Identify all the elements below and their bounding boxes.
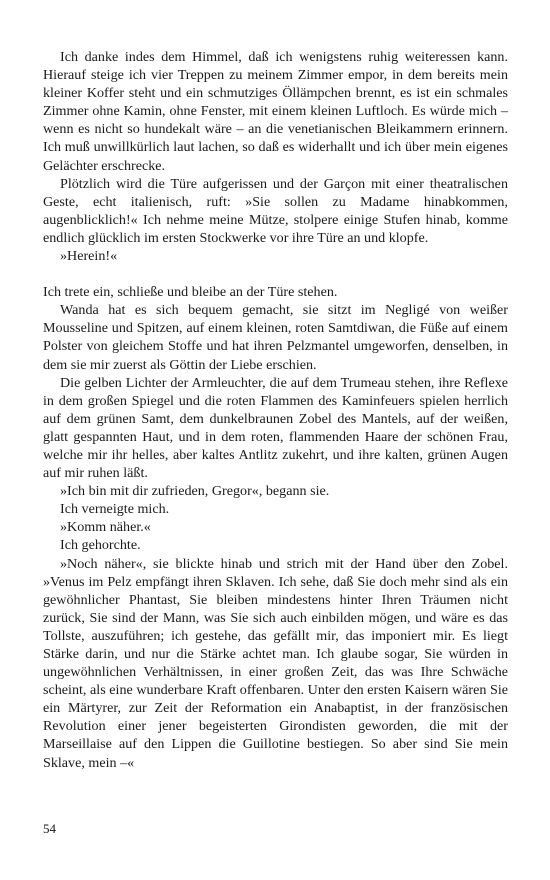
paragraph: Ich trete ein, schließe und bleibe an der Türe stehen. (43, 284, 338, 301)
paragraph: Wanda hat es sich bequem gemacht, sie sitzt im Negligé von weißer Mousseline und Spitzen, auf einem kleinen, roten Samtdiwan, die Füße auf einem Polster von gleichem Stoffe und hat ihren Pelzmantel umgeworfen, denselben, in dem sie mir zuerst als Göttin der Liebe erschien. (43, 302, 508, 373)
paragraph: »Komm näher.« (60, 519, 151, 536)
paragraph: »Herein!« (60, 248, 118, 265)
paragraph: Ich gehorchte. (60, 537, 141, 554)
paragraph: »Noch näher«, sie blickte hinab und strich mit der Hand über den Zobel. »Venus im Pelz empfängt ihren Sklaven. Ich sehe, daß Sie doch mehr sind als ein gewöhnlicher Phantast, Sie bleiben mindestens hinter Ihren Träumen nicht zurück, Sie sind der Mann, was Sie sich auch einbilden mögen, und wäre es das Tollste, auszuführen; ich gestehe, das gefällt mir, das imponiert mir. Es liegt Stärke darin, und nur die Stärke achtet man. Ich glaube sogar, Sie würden in ungewöhnlichen Verhältnissen, in einer großen Zeit, das was Ihre Schwäche scheint, als eine wunderbare Kraft offenbaren. Unter den ersten Kaisern wären Sie ein Märtyrer, zur Zeit der Reformation ein Anabaptist, in der französischen Revolution einer jener begeisterten Girondisten geworden, die mit der Marseillaise auf den Lippen die Guillotine bestiegen. So aber sind Sie mein Sklave, mein –« (43, 555, 508, 771)
body-text (43, 48, 508, 772)
paragraph: Ich danke indes dem Himmel, daß ich wenigstens ruhig weiteressen kann. Hierauf steige ich vier Treppen zu meinem Zimmer empor, in dem bereits mein kleiner Koffer steht und ein schmutziges Öllämpchen brennt, es ist ein schmales Zimmer ohne Kamin, ohne Fenster, mit einem kleinen Luftloch. Es würde mich – wenn es nicht so hundekalt wäre – an die venetianischen Bleikammern erinnern. Ich muß unwillkürlich laut lachen, so daß es widerhallt und ich über mein eigenes Gelächter erschrecke. (43, 49, 508, 174)
paragraph: »Ich bin mit dir zufrieden, Gregor«, begann sie. (60, 483, 330, 500)
paragraph: Plötzlich wird die Türe aufgerissen und der Garçon mit einer theatralischen Geste, echt italienisch, ruft: »Sie sollen zu Madame hinabkommen, augenblicklich!« Ich nehme meine Mütze, stolpere einige Stufen hinab, komme endlich glücklich im ersten Stockwerke vor ihre Türe an und klopfe. (43, 175, 508, 246)
paragraph: Ich verneigte mich. (60, 501, 170, 518)
page-number: 54 (43, 821, 56, 836)
paragraph: Die gelben Lichter der Armleuchter, die auf dem Trumeau stehen, ihre Reflexe in dem großen Spiegel und die roten Flammen des Kaminfeuers spielen herrlich auf dem grünen Samt, dem dunkelbraunen Zobel des Mantels, auf der weißen, glatt gespannten Haut, und in dem roten, flammenden Haare der schönen Frau, welche mir ihr helles, aber kaltes Antlitz zukehrt, und ihre kalten, grünen Augen auf mir ruhen läßt. (43, 374, 508, 482)
